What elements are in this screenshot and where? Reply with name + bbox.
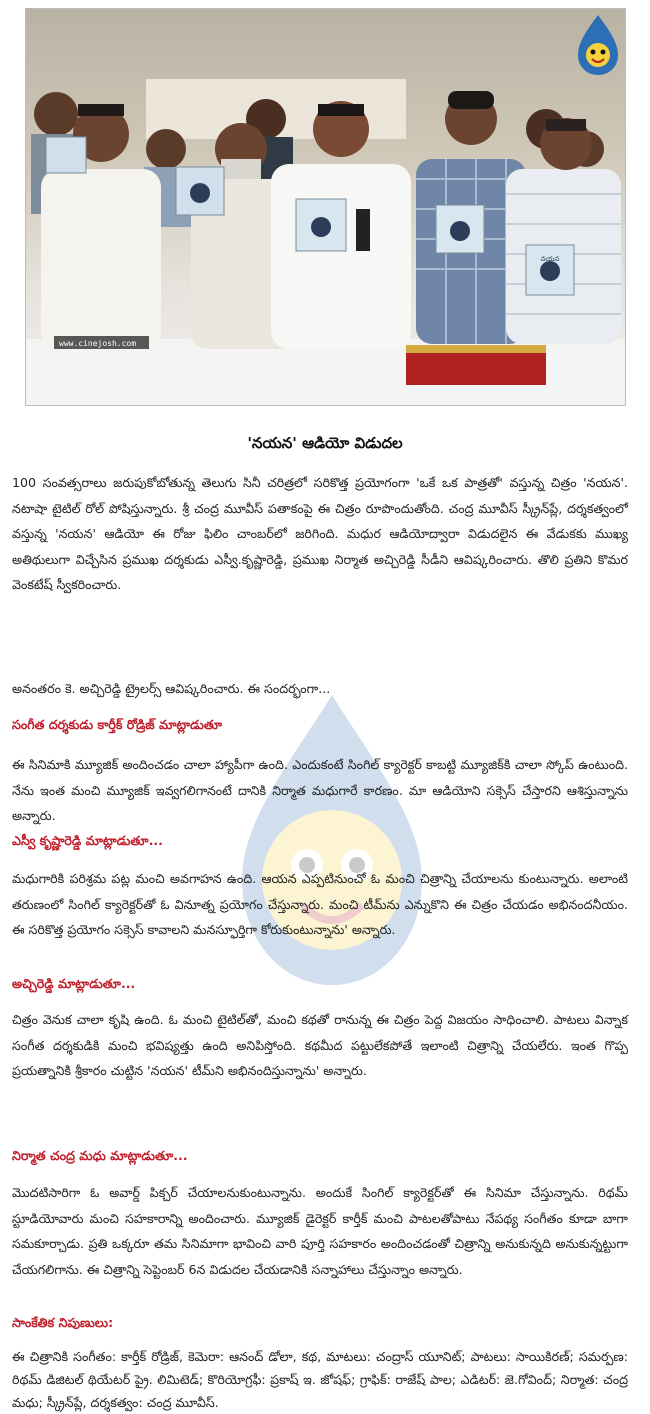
- section-heading-sv-krishna-reddy: ఎస్వీ కృష్ణారెడ్డి మాట్లాడుతూ...: [12, 833, 163, 848]
- event-photo: [25, 8, 626, 406]
- article-title: 'నయన' ఆడియో విడుదల: [247, 434, 403, 452]
- cinejosh-drop-logo-icon: [578, 15, 618, 75]
- section-body-producer: మొదటిసారిగా ఓ అవార్డ్ పిక్చర్ చేయాలనుకుంటున్నాను. అందుకే సింగిల్ క్యారెక్టర్‌తో ఈ సినిమా చేస్తున్నాను. రిథమ్ స్టూడియోవారు మంచి సహకారాన్ని అందించారు. మ్యూజిక్ డైరెక్టర్ కార్తీక్ మంచి పాటలతోపాటు నేపథ్య సంగీతం కూడా బాగా సమకూర్చాడు. ప్రతి ఒక్కరూ తమ సినిమాగా భావించి వారి పూర్తి సహకారం అందించడంతో చిత్రాన్ని అనుకున్నది అనుకున్నట్టుగా చేయగలిగాను. ఈ చిత్రాన్ని సెప్టెంబర్ 6న విడుదల చేయడానికి సన్నాహాలు చేస్తున్నాం అన్నారు.: [12, 1185, 628, 1277]
- photo-watermark-text: www.cinejosh.com: [59, 339, 137, 348]
- article-transition: అనంతరం కె. అచ్చిరెడ్డి ట్రైలర్స్ ఆవిష్కరించారు. ఈ సందర్భంగా...: [12, 681, 331, 696]
- section-heading-technicians: సాంకేతిక నిపుణులు:: [12, 1315, 114, 1330]
- cd-title-text: నయన: [540, 255, 560, 263]
- article-intro: 100 సంవత్సరాలు జరుపుకోబోతున్న తెలుగు సినీ చరిత్రలో సరికొత్త ప్రయోగంగా 'ఒకే ఒక పాత్రతో' వస్తున్న చిత్రం 'నయన'. నటాషా టైటిల్ రోల్ పోషిస్తున్నారు. శ్రీ చంద్ర మూవీస్ పతాకంపై ఈ చిత్రం రూపొందుతోంది. చంద్ర మూవీస్ స్క్రీన్‌ప్లే, దర్శకత్వంలో వస్తున్న 'నయన' ఆడియో ఈ రోజు ఫిలిం చాంబర్‌లో జరిగింది. మధుర ఆడియోద్వారా విడుదలైన ఈ వేడుకకు ముఖ్య అతిథులుగా విచ్చేసిన ప్రముఖ దర్శకుడు ఎస్వీ.కృష్ణారెడ్డి, ప్రముఖ నిర్మాత అచ్చిరెడ్డి సీడీని ఆవిష్కరించారు. తొలి ప్రతిని కొమర వెంకటేష్ స్వీకరించారు.: [12, 475, 628, 593]
- background-logo-watermark-icon: [212, 690, 452, 990]
- section-heading-producer: నిర్మాత చంద్ర మధు మాట్లాడుతూ...: [12, 1148, 188, 1163]
- section-body-music-director: ఈ సినిమాకి మ్యూజిక్ అందించడం చాలా హ్యాపీగా ఉంది. ఎందుకంటే సింగిల్ క్యారెక్టర్ కాబట్టి మ్యూజిక్‌కి చాలా స్కోప్ ఉంటుంది. నేను ఇంత మంచి మ్యూజిక్ ఇవ్వగలిగానంటే దానికి నిర్మాత మధుగారే కారణం. మా ఆడియోని సక్సెస్ చేస్తారని ఆశిస్తున్నాను అన్నారు.: [12, 757, 628, 824]
- section-body-sv-krishna-reddy: మధుగారికి పరిశ్రమ పట్ల మంచి అవగాహన ఉంది. ఆయన ఎప్పటినుంచో ఓ మంచి చిత్రాన్ని చేయాలను కుంటున్నారు. అలాంటి తరుణంలో సింగిల్ క్యారెక్టర్‌తో ఓ వినూత్న ప్రయోగం చేస్తున్నారు. మంచి టీమ్‌ను ఎన్నుకొని ఈ చిత్రం చేయడం అభినందనీయం. ఈ సరికొత్త ప్రయోగం సక్సెస్ కావాలని మనస్ఫూర్తిగా కోరుకుంటున్నాను' అన్నారు.: [12, 871, 628, 938]
- event-photo-illustration: [26, 9, 626, 406]
- section-body-achi-reddy: చిత్రం వెనుక చాలా కృషి ఉంది. ఓ మంచి టైటిల్‌తో, మంచి కథతో రానున్న ఈ చిత్రం పెద్ద విజయం సాధించాలి. పాటలు విన్నాక సంగీత దర్శకుడికి మంచి భవిష్యత్తు ఉంది అనిపిస్తోంది. కథమీద పట్టులేకపోతే ఇలాంటి చిత్రాన్ని చేయలేరు. ఇంత గొప్ప ప్రయత్నానికి శ్రీకారం చుట్టిన 'నయన' టీమ్‌ని అభినందిస్తున్నాను' అన్నారు.: [12, 1012, 628, 1079]
- section-body-technicians: ఈ చిత్రానికి సంగీతం: కార్తీక్ రోడ్రిజ్, కెమెరా: ఆనంద్ డోలా, కథ, మాటలు: చంద్రాస్ యూనిట్; పాటలు: సాయికిరణ్; సమర్పణ: రిథమ్ డిజిటల్ థియేటర్ ప్రై. లిమిటెడ్; కొరియోగ్రఫీ: ప్రకాష్ ఇ. జోషఫ్; గ్రాఫిక్: రాజేష్ పాల; ఎడిటర్: జె.గోవింద్; నిర్మాత: చంద్ర మధు; స్క్రీన్‌ప్లే, దర్శకత్వం: చంద్ర మూవీస్.: [12, 1349, 628, 1410]
- section-heading-achi-reddy: అచ్చిరెడ్డి మాట్లాడుతూ...: [12, 976, 136, 991]
- section-heading-music-director: సంగీత దర్శకుడు కార్తీక్ రోడ్రిజ్ మాట్లాడుతూ: [12, 717, 223, 732]
